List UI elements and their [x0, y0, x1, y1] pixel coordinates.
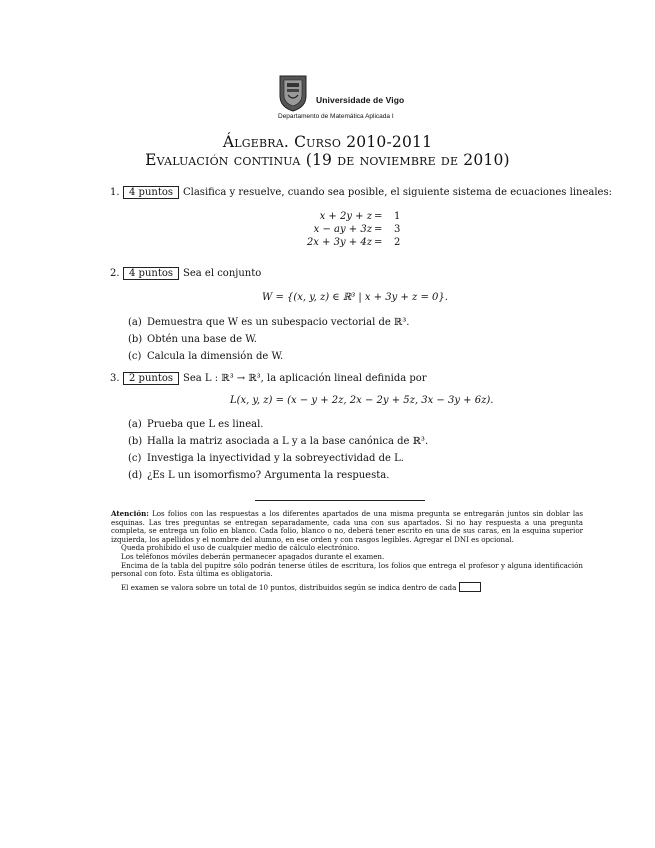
university-name: Universidade de Vigo: [316, 95, 405, 105]
equation-eq: =: [374, 237, 383, 248]
equation-rhs: 2: [394, 237, 401, 248]
question-3: [123, 372, 427, 385]
question-2-number: 2.: [110, 268, 120, 279]
attention-label: Atención:: [111, 509, 149, 518]
note-line: Encima de la tabla del pupitre sólo podrán tenerse útiles de escritura, los folios que entrega el profesor y alguna identificación personal con foto. Esta última es obligatoria.: [111, 560, 583, 579]
question-3-points: 2 puntos: [123, 372, 179, 385]
question-3-statement: Sea L : ℝ³ → ℝ³, la aplicación lineal definida por: [183, 373, 427, 384]
equation-eq: =: [374, 224, 383, 235]
university-header: [278, 74, 578, 122]
equation-lhs: x + 2y + z: [319, 211, 372, 222]
equation-eq: =: [374, 211, 383, 222]
set-definition-formula: W = {(x, y, z) ∈ ℝ³ | x + 3y + z = 0}.: [262, 292, 448, 303]
university-seal-icon: [278, 74, 308, 112]
question-2: [123, 267, 261, 280]
note-line: El examen se valora sobre un total de 10 puntos, distribuidos según se indica dentro de cada: [111, 582, 583, 593]
department-name: Departamento de Matemática Aplicada I: [278, 113, 394, 120]
question-2-points: 4 puntos: [123, 267, 179, 280]
attention-note: Atención: Los folios con las respuestas a los diferentes apartados de una misma pregunta se entregarán juntos sin doblar las esquinas. Las tres preguntas se entregan separadamente, cada una con sus apartados. Si no hay respuesta a una pregunta completa, se entrega un folio en blanco. Cada folio, blanco o no, deberá tener escrito en una de sus caras, en la esquina superior izquierda, los apellidos y el nombre del alumno, en ese orden y con rasgos legibles. Agregar el DNI es opcional.: [111, 509, 583, 544]
equation-rhs: 3: [394, 224, 401, 235]
question-3-number: 3.: [110, 373, 120, 384]
equation-rhs: 1: [394, 211, 401, 222]
divider: [255, 500, 425, 501]
exam-title: Álgebra. Curso 2010-2011: [222, 133, 433, 151]
question-1-points: 4 puntos: [123, 186, 179, 199]
question-1: [123, 186, 612, 199]
equation-system: [300, 211, 410, 251]
question-1-statement: Clasifica y resuelve, cuando sea posible, el siguiente sistema de ecuaciones lineales:: [183, 187, 612, 198]
equation-lhs: 2x + 3y + 4z: [306, 237, 372, 248]
empty-box: [459, 582, 481, 592]
equation-lhs: x − ay + 3z: [313, 224, 372, 235]
exam-subtitle: Evaluación continua (19 de noviembre de 2010): [145, 151, 510, 169]
linear-map-formula: L(x, y, z) = (x − y + 2z, 2x − 2y + 5z, 3x − 3y + 6z).: [230, 395, 494, 406]
note-line: Los teléfonos móviles deberán permanecer apagados durante el examen.: [121, 551, 385, 561]
note-line: Queda prohibido el uso de cualquier medio de cálculo electrónico.: [121, 543, 360, 553]
exam-page: Universidade de Vigo Departamento de Matemática Aplicada I Álgebra. Curso 2010-2011 Evaluación continua (19 de noviembre de 2010) 1. 4 puntos Clasifica y resuelve, cuando sea posible, el siguiente sistema de ecuaciones lineales: x + 2y + z = 1 x − ay + 3z = 3 2x + 3y + 4z = 2 2. 4 puntos Sea el conjunto W = {(x, y, z) ∈ ℝ³ | x + 3y + z = 0}. (a) Demuestra que W es un subespacio vectorial de ℝ³. (b) Obtén una base de W. (c) Calcula la dimensión de W. 3. 2 puntos Sea L : ℝ³ → ℝ³, la aplicación lineal definida por L(x, y, z) = (x − y + 2z, 2x − 2y + 5z, 3x − 3y + 6z). (a) Prueba que L es lineal. (b) Halla la matriz asociada a L y a la base canónica de ℝ³. (c) Investiga la inyectividad y la sobreyectividad de L. (d) ¿Es L un isomorfismo? Argumenta la respuesta. Atención: Los folios con las respuestas a los diferentes apartados de una misma pregunta se entregarán juntos sin doblar las esquinas. Las tres preguntas se entregan separadamente, cada una con sus apartados. Si no hay respuesta a una pregunta completa, se entrega un folio en blanco. Cada folio, blanco o no, deberá tener escrito en una de sus caras, en la esquina superior izquierda, los apellidos y el nombre del alumno, en ese orden y con rasgos legibles. Agregar el DNI es opcional. Queda prohibido el uso de cualquier medio de cálculo electrónico. Los teléfonos móviles deberán permanecer apagados durante el examen. Encima de la tabla del pupitre sólo podrán tenerse útiles de escritura, los folios que entrega el profesor y alguna identificación personal con foto. Esta última es obligatoria. El examen se valora sobre un total de 10 puntos, distribuidos según se indica dentro de cada: [0, 0, 655, 848]
question-1-number: 1.: [110, 187, 120, 198]
question-2-statement: Sea el conjunto: [183, 268, 262, 279]
exam-notes: [111, 510, 583, 592]
